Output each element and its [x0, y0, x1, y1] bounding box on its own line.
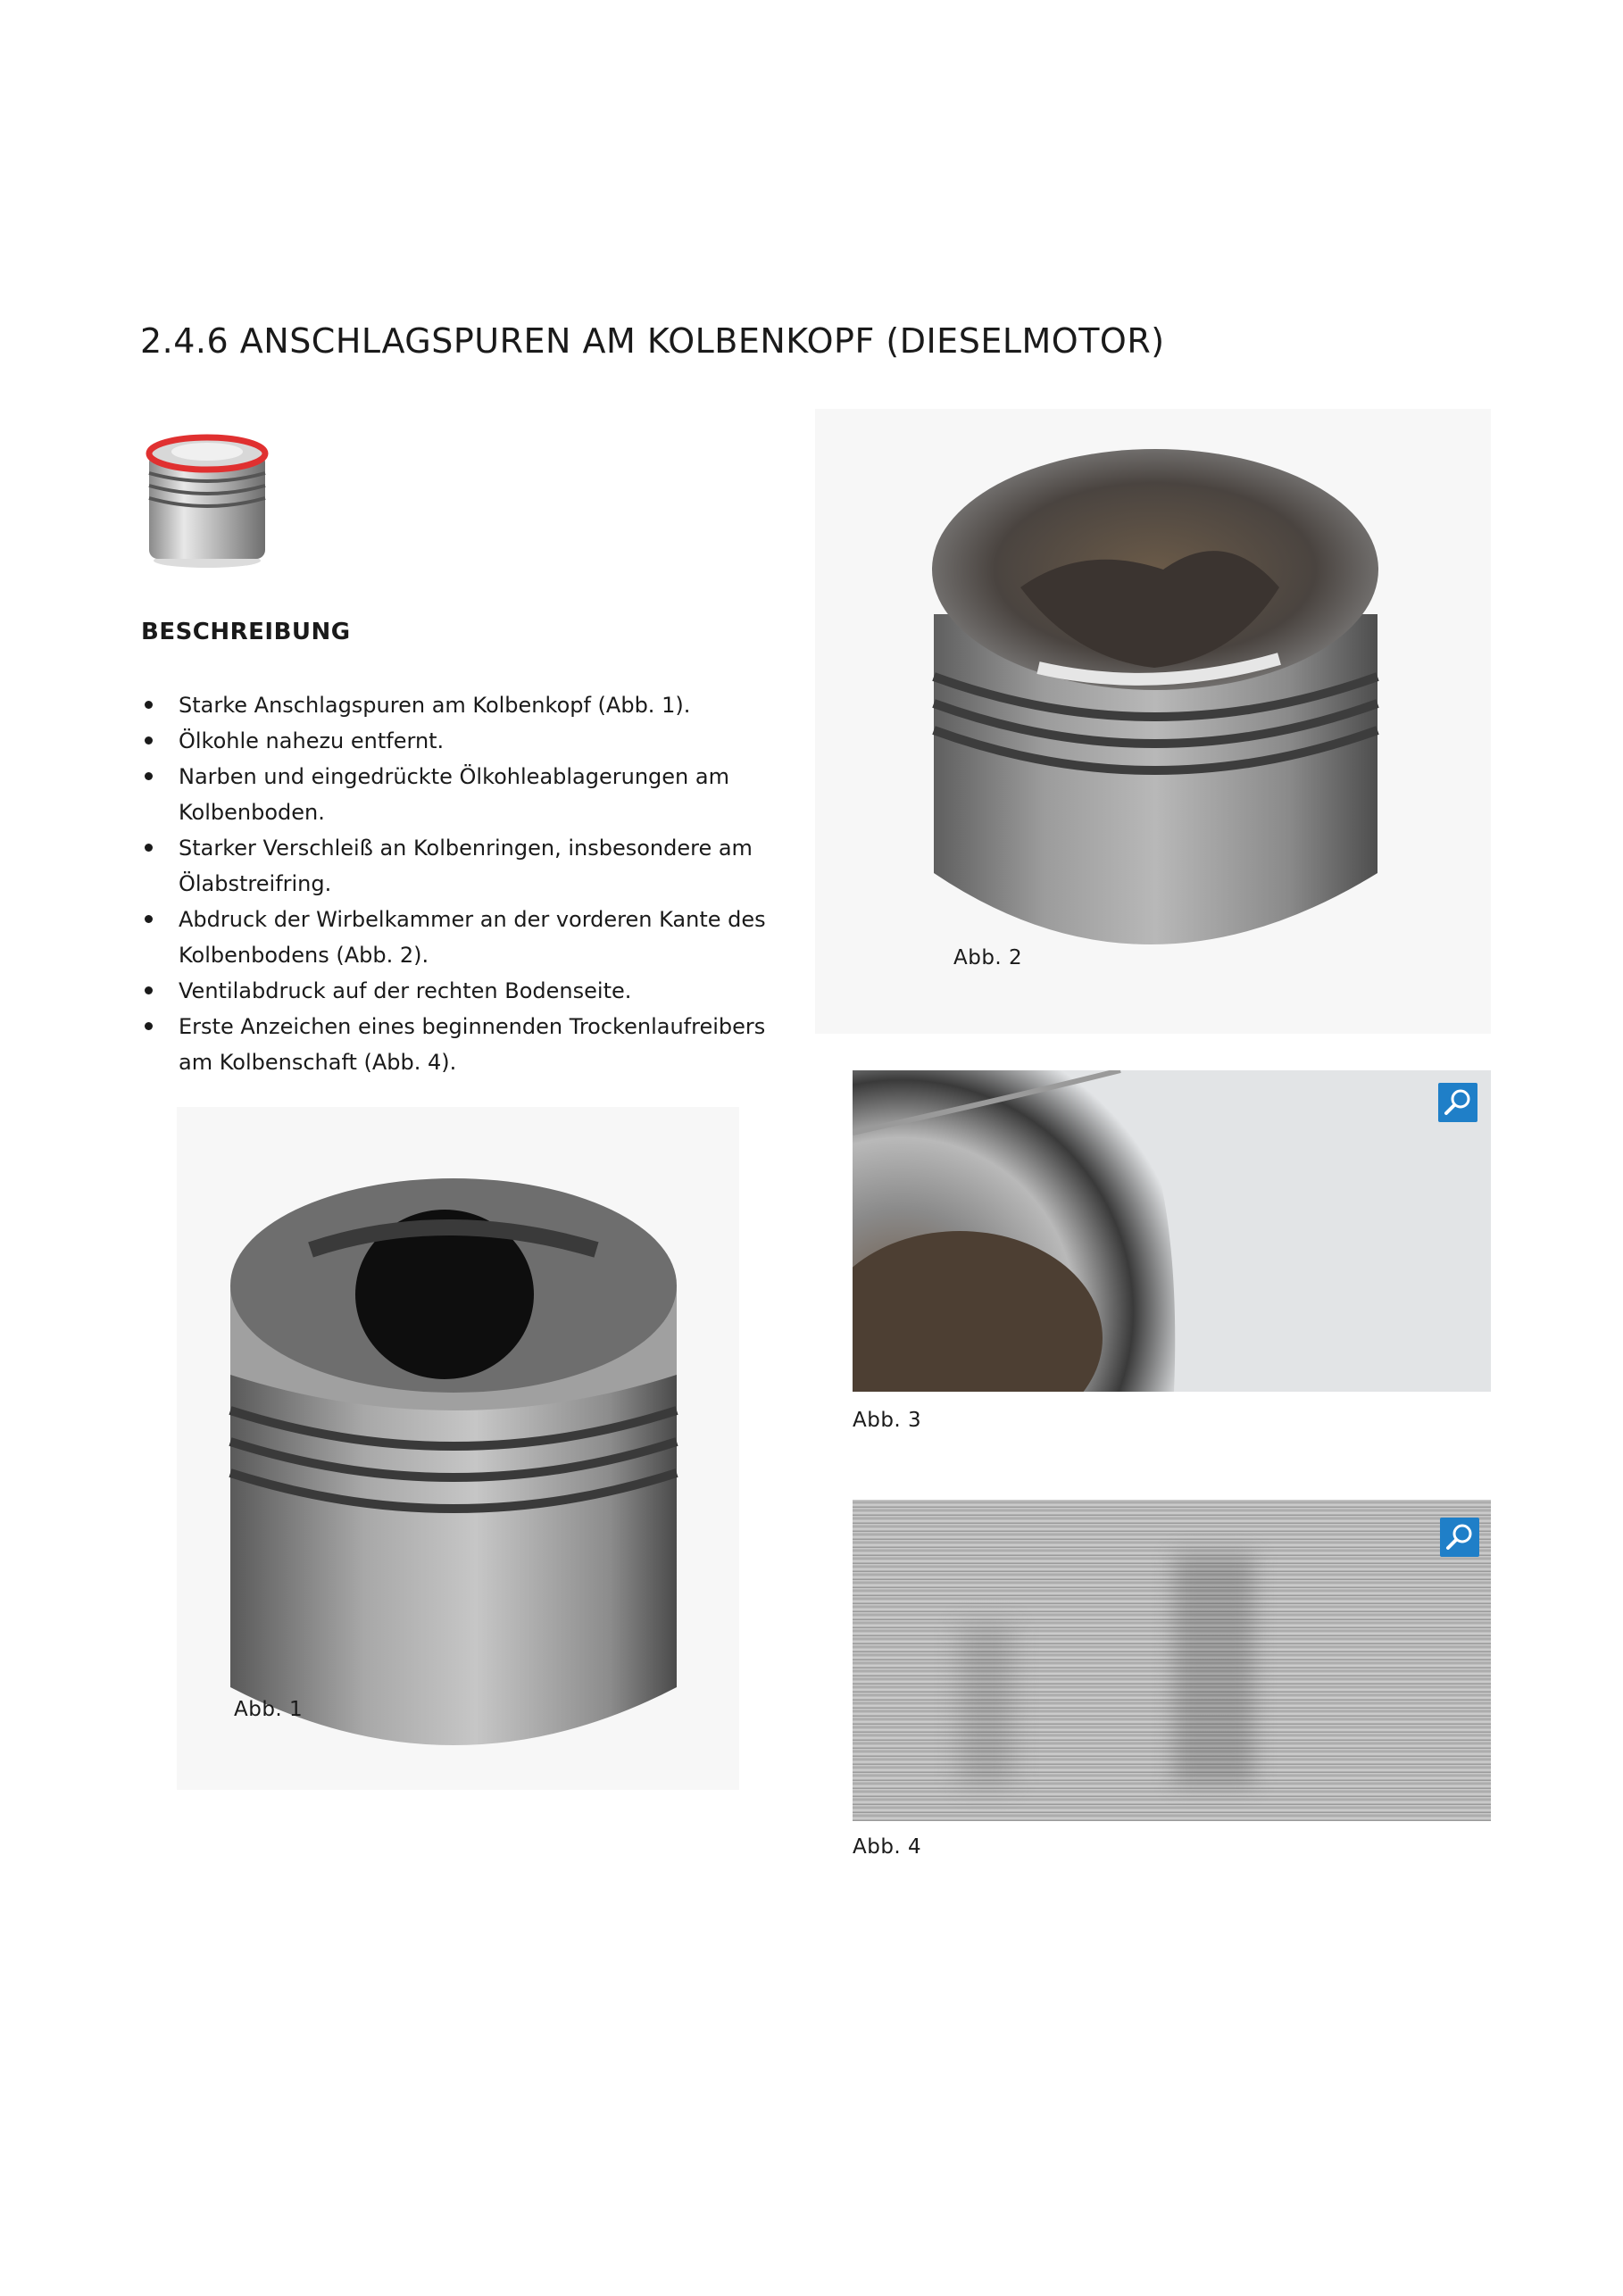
zoom-button-abb3[interactable] — [1438, 1083, 1477, 1122]
piston-thumbnail-icon — [140, 427, 274, 570]
zoom-button-abb4[interactable] — [1440, 1518, 1479, 1557]
list-item: Erste Anzeichen eines beginnenden Trockenlaufreibers am Kolbenschaft (Abb. 4). — [143, 1009, 768, 1080]
list-item: Starker Verschleiß an Kolbenringen, insbesondere am Ölabstreifring. — [143, 830, 768, 902]
magnifier-icon — [1440, 1518, 1479, 1557]
figure-abb3-caption: Abb. 3 — [853, 1409, 922, 1432]
figure-abb1-caption: Abb. 1 — [234, 1698, 304, 1721]
page-title: 2.4.6 ANSCHLAGSPUREN AM KOLBENKOPF (DIESELMOTOR) — [140, 321, 1165, 361]
description-list — [143, 687, 768, 1080]
list-item: Ventilabdruck auf der rechten Bodenseite. — [143, 973, 768, 1009]
list-item: Narben und eingedrückte Ölkohleablagerungen am Kolbenboden. — [143, 759, 768, 830]
list-item: Ölkohle nahezu entfernt. — [143, 723, 768, 759]
figure-abb4-caption: Abb. 4 — [853, 1835, 922, 1859]
figure-abb4-photo — [853, 1500, 1491, 1821]
magnifier-icon — [1438, 1083, 1477, 1122]
figure-abb3-photo — [853, 1070, 1491, 1392]
section-heading: BESCHREIBUNG — [141, 619, 351, 645]
figure-abb2-photo — [815, 409, 1491, 1034]
list-item: Abdruck der Wirbelkammer an der vorderen Kante des Kolbenbodens (Abb. 2). — [143, 902, 768, 973]
list-item: Starke Anschlagspuren am Kolbenkopf (Abb. 1). — [143, 687, 768, 723]
figure-abb1-photo — [177, 1107, 739, 1790]
figure-abb2-caption: Abb. 2 — [953, 946, 1023, 969]
